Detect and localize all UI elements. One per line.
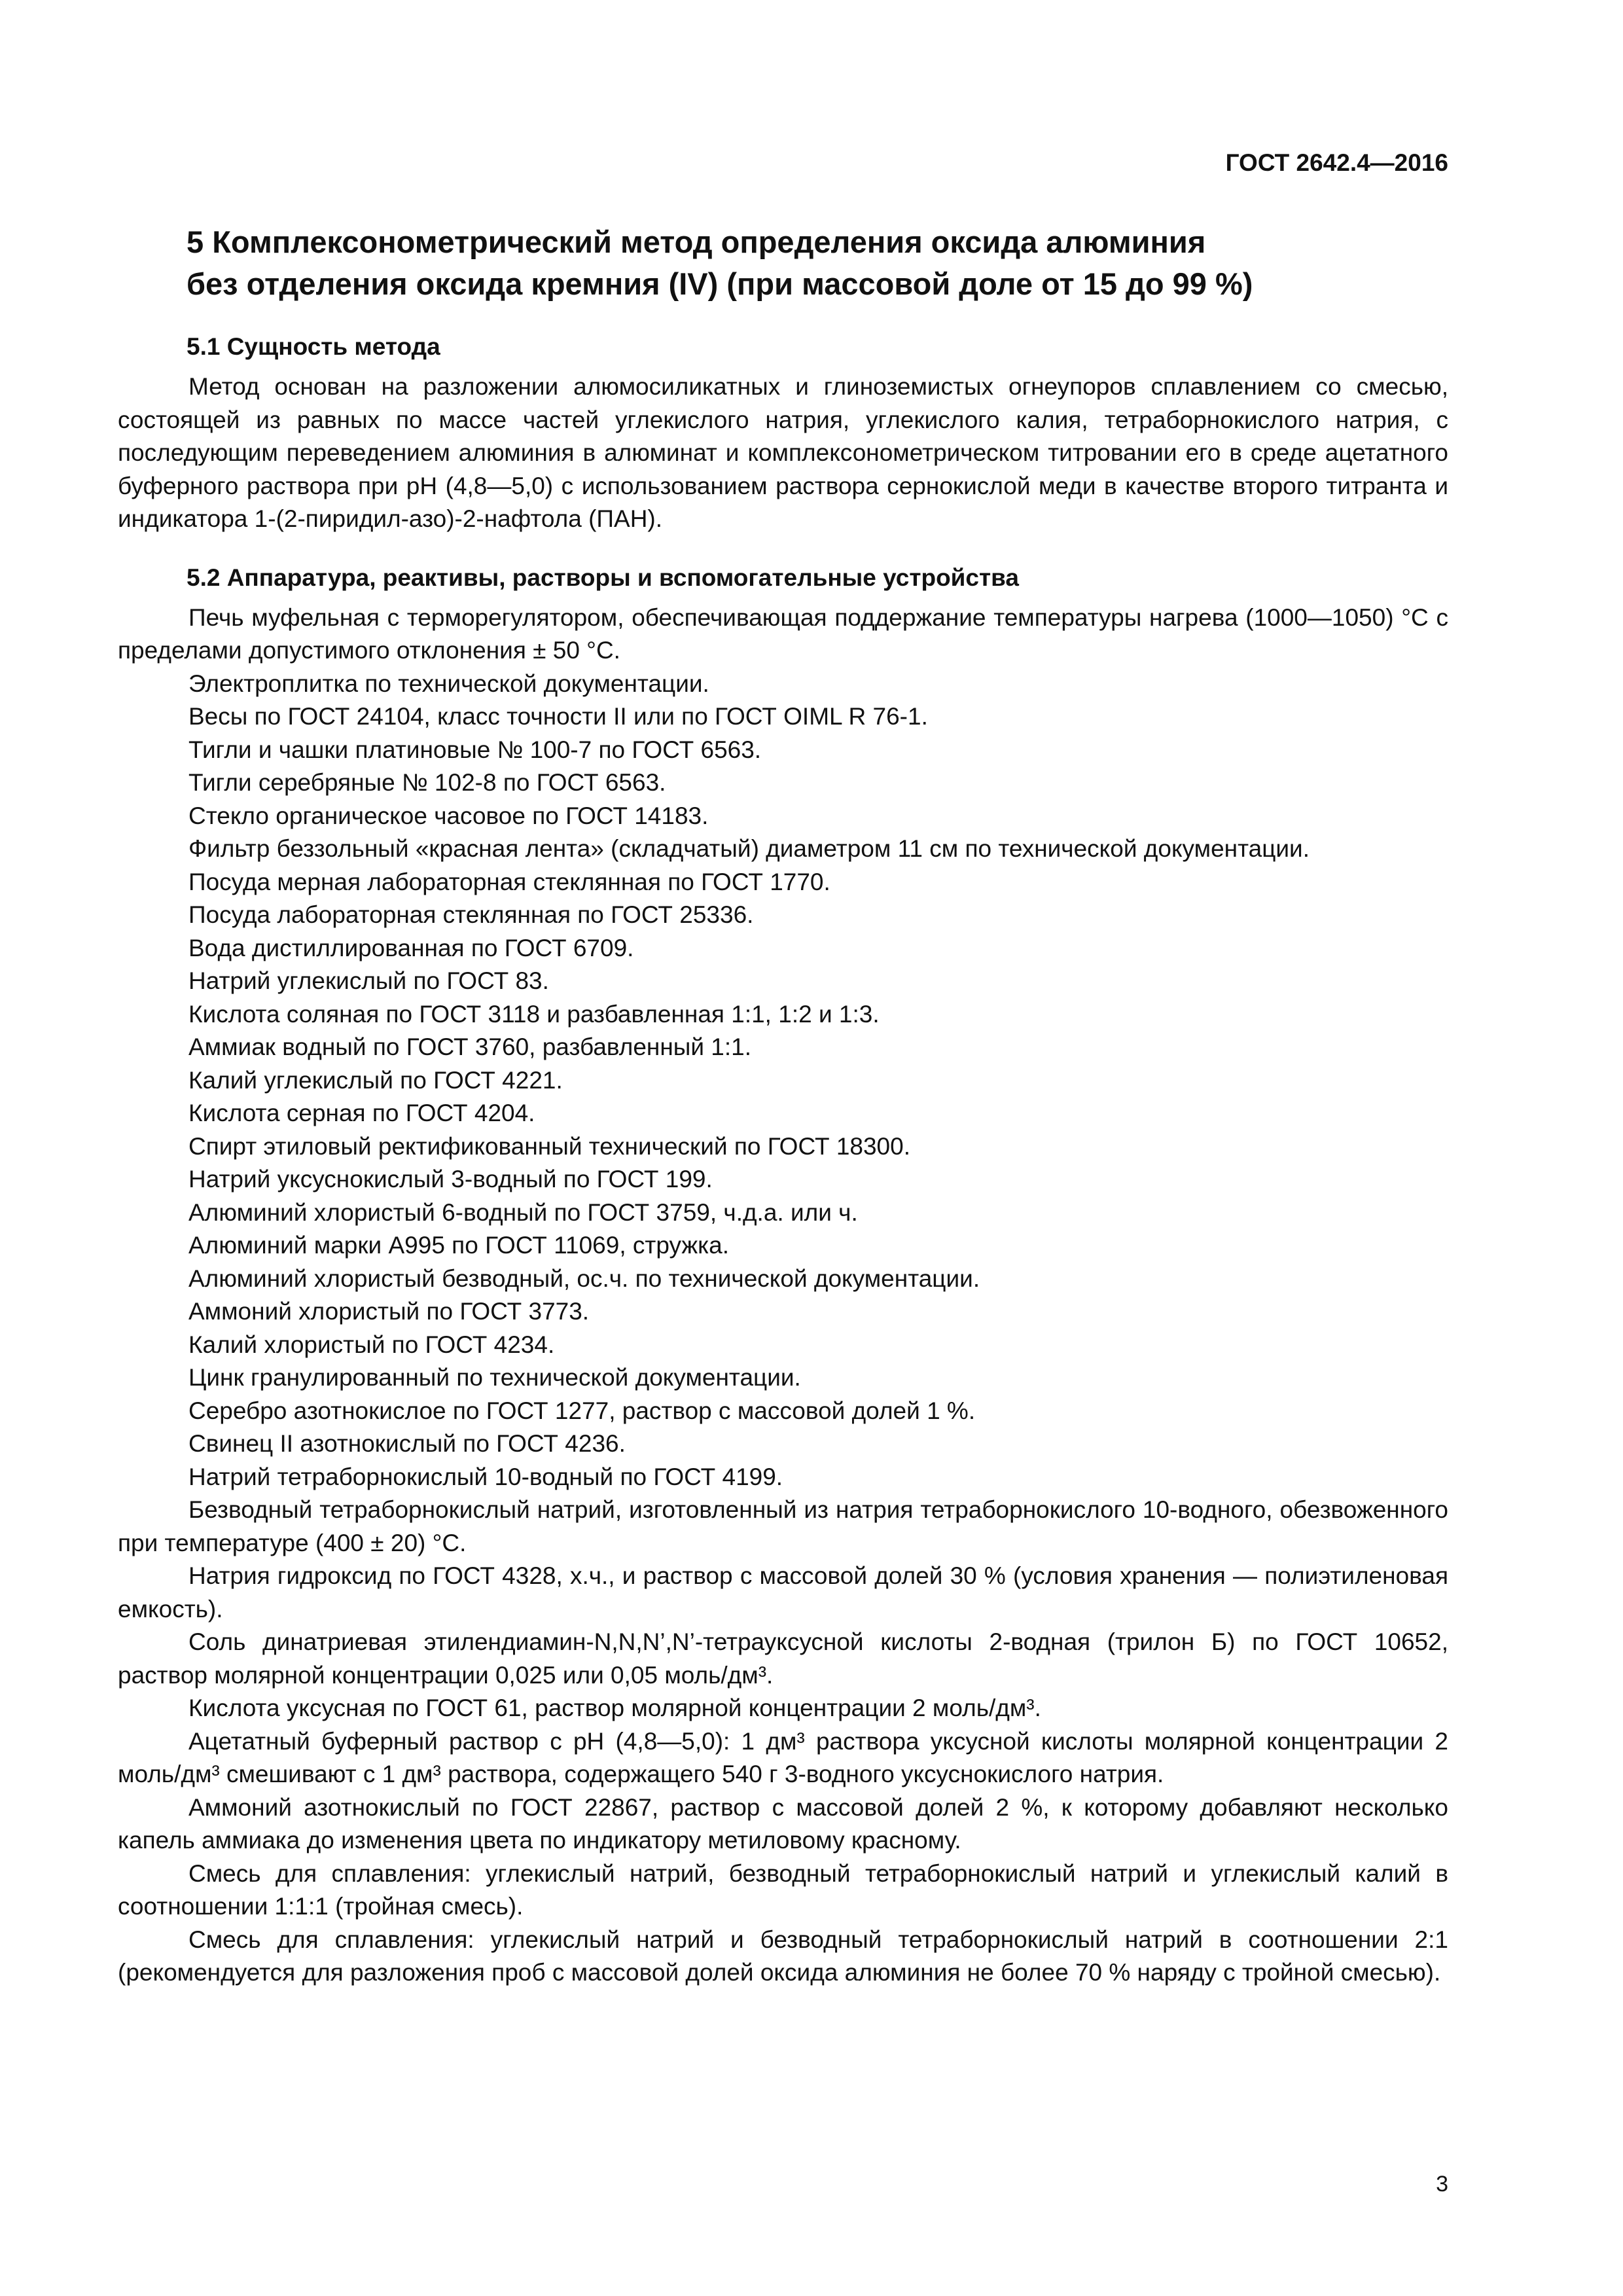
equipment-item: Посуда лабораторная стеклянная по ГОСТ 25336. <box>188 901 754 928</box>
page-number: 3 <box>1436 2172 1448 2197</box>
equipment-item: Калий хлористый по ГОСТ 4234. <box>188 1331 555 1358</box>
equipment-item: Смесь для сплавления: углекислый натрий и безводный тетраборнокислый натрий в соотношении 2:1 (рекомендуется для разложения проб с массовой долей оксида алюминия не более 70 % наряду с тройной смесью). <box>118 1926 1448 1986</box>
equipment-item: Аммоний азотнокислый по ГОСТ 22867, раствор с массовой долей 2 %, к которому добавляют несколько капель аммиака до изменения цвета по индикатору метиловому красному. <box>118 1793 1448 1854</box>
equipment-item: Соль динатриевая этилендиамин-N,N,N’,N’-тетрауксусной кислоты 2-водная (трилон Б) по ГОСТ 10652, раствор молярной концентрации 0,025 или 0,05 моль/дм³. <box>118 1628 1448 1689</box>
equipment-item: Вода дистиллированная по ГОСТ 6709. <box>188 934 634 961</box>
equipment-item: Натрий углекислый по ГОСТ 83. <box>188 967 549 994</box>
equipment-item: Натрий уксуснокислый 3-водный по ГОСТ 199. <box>188 1166 713 1193</box>
equipment-item: Серебро азотнокислое по ГОСТ 1277, раствор с массовой долей 1 %. <box>188 1397 976 1424</box>
equipment-item: Калий углекислый по ГОСТ 4221. <box>188 1066 563 1094</box>
equipment-item: Свинец II азотнокислый по ГОСТ 4236. <box>188 1430 626 1457</box>
equipment-list <box>118 601 1448 1990</box>
equipment-item: Натрий тетраборнокислый 10-водный по ГОСТ 4199. <box>188 1463 783 1490</box>
equipment-item: Кислота серная по ГОСТ 4204. <box>188 1100 535 1126</box>
equipment-item: Стекло органическое часовое по ГОСТ 14183. <box>188 802 709 829</box>
equipment-item: Печь муфельная с терморегулятором, обеспечивающая поддержание температуры нагрева (1000—1050) °С с пределами допустимого отклонения ± 50 °С. <box>118 603 1448 664</box>
equipment-item: Алюминий хлористый 6-водный по ГОСТ 3759, ч.д.а. или ч. <box>188 1198 858 1226</box>
equipment-item: Алюминий марки А995 по ГОСТ 11069, стружка. <box>188 1232 730 1259</box>
equipment-item: Безводный тетраборнокислый натрий, изготовленный из натрия тетраборнокислого 10-водного, обезвоженного при температуре (400 ± 20) °С. <box>118 1496 1448 1556</box>
equipment-item: Электроплитка по технической документации. <box>188 670 709 697</box>
equipment-item: Посуда мерная лабораторная стеклянная по ГОСТ 1770. <box>188 868 830 895</box>
subsection-heading-5-2: 5.2 Аппаратура, реактивы, растворы и вспомогательные устройства <box>187 564 1019 591</box>
equipment-item: Кислота соляная по ГОСТ 3118 и разбавленная 1:1, 1:2 и 1:3. <box>188 1000 880 1028</box>
method-description: Метод основан на разложении алюмосиликатных и глиноземистых огнеупоров сплавлением со смесью, состоящей из равных по массе частей углекислого натрия, углекислого калия, тетраборнокислого натрия, с последующим переведением алюминия в алюминат и комплексонометрическом титровании его в среде ацетатного буферного раствора при pH (4,8—5,0) с использованием раствора сернокислой меди в качестве второго титранта и индикатора 1-(2-пиридил-азо)-2-нафтола (ПАН). <box>118 373 1448 532</box>
document-code: ГОСТ 2642.4—2016 <box>1225 149 1448 176</box>
section-title-line-2: без отделения оксида кремния (IV) (при массовой доле от 15 до 99 %) <box>187 266 1253 301</box>
equipment-item: Алюминий хлористый безводный, ос.ч. по технической документации. <box>188 1265 980 1292</box>
equipment-item: Тигли и чашки платиновые № 100-7 по ГОСТ 6563. <box>188 736 762 763</box>
equipment-item: Ацетатный буферный раствор с pH (4,8—5,0): 1 дм³ раствора уксусной кислоты молярной концентрации 2 моль/дм³ смешивают с 1 дм³ раствора, содержащего 540 г 3-водного уксуснокислого натрия. <box>118 1727 1448 1787</box>
equipment-item: Натрия гидроксид по ГОСТ 4328, х.ч., и раствор с массовой долей 30 % (условия хранения — полиэтиленовая емкость). <box>118 1562 1448 1623</box>
section-title <box>187 221 1448 305</box>
equipment-item: Смесь для сплавления: углекислый натрий, безводный тетраборнокислый натрий и углекислый калий в соотношении 1:1:1 (тройная смесь). <box>118 1859 1448 1920</box>
equipment-item: Тигли серебряные № 102-8 по ГОСТ 6563. <box>188 769 666 796</box>
equipment-item: Фильтр беззольный «красная лента» (складчатый) диаметром 11 см по технической документации. <box>188 835 1310 862</box>
equipment-item: Аммоний хлористый по ГОСТ 3773. <box>188 1298 590 1325</box>
page-body <box>118 221 1448 1990</box>
section-title-line-1: 5 Комплексонометрический метод определения оксида алюминия <box>187 224 1206 259</box>
subsection-heading-5-1: 5.1 Сущность метода <box>187 333 440 360</box>
equipment-item: Весы по ГОСТ 24104, класс точности II или по ГОСТ OIML R 76-1. <box>188 703 928 730</box>
equipment-item: Цинк гранулированный по технической документации. <box>188 1364 801 1391</box>
equipment-item: Спирт этиловый ректификованный технический по ГОСТ 18300. <box>188 1132 910 1160</box>
equipment-item: Кислота уксусная по ГОСТ 61, раствор молярной концентрации 2 моль/дм³. <box>188 1695 1041 1721</box>
equipment-item: Аммиак водный по ГОСТ 3760, разбавленный 1:1. <box>188 1033 752 1060</box>
